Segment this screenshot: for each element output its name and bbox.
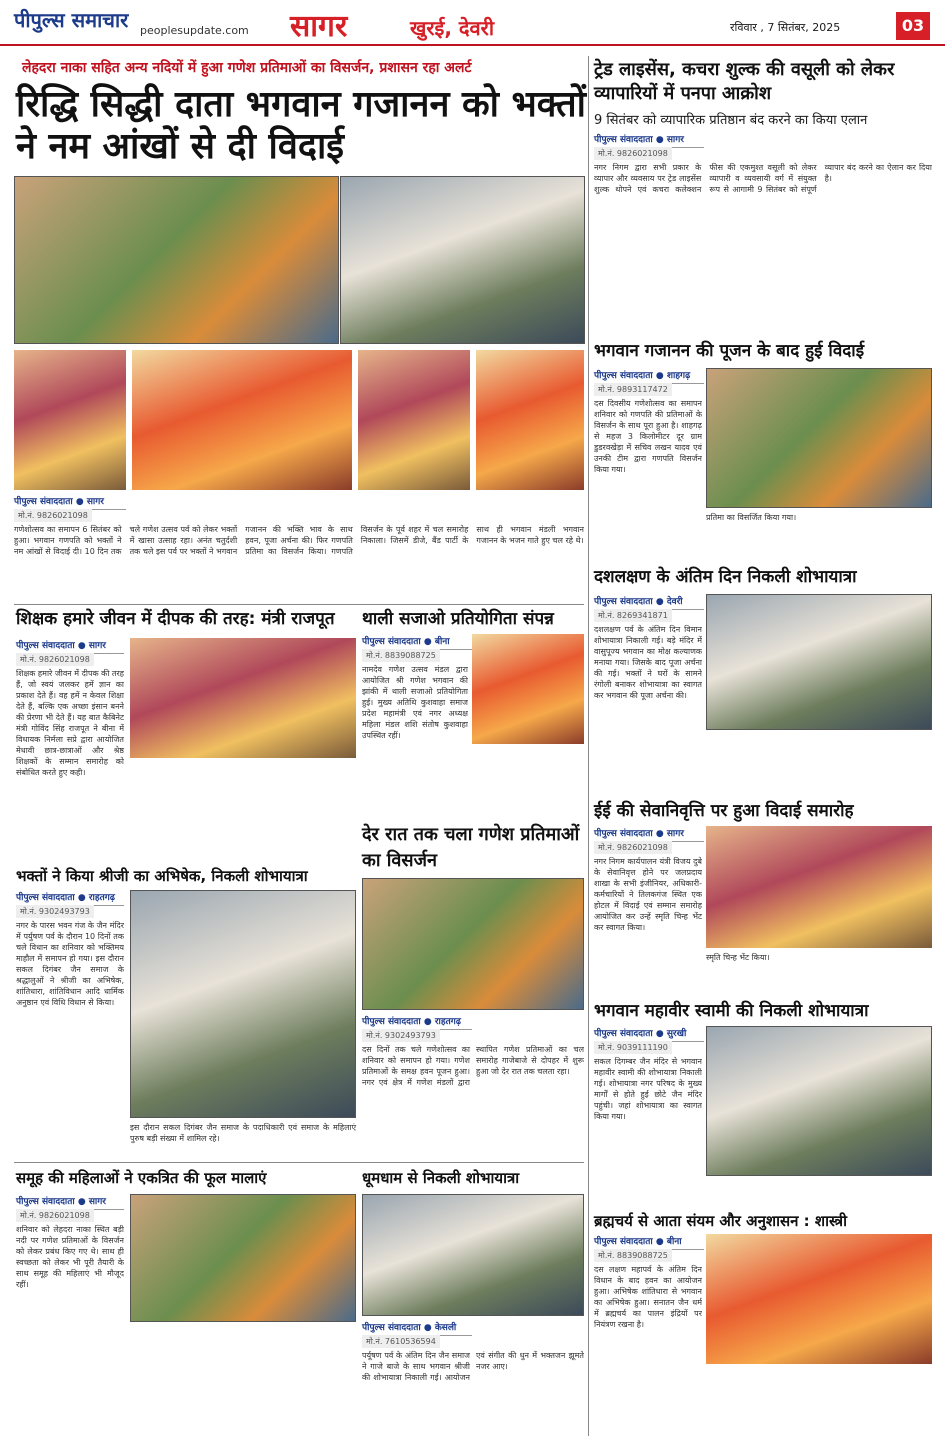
dashlakshan-text: दशलक्षण पर्व के अंतिम दिन विमान शोभायात्रा निकाली गई। बड़े मंदिर में वासुपूज्य भगवान का मोक्ष कल्याणक मनाया गया। जिसके बाद पूजा अर्चना की गई। भक्तों ने घरों के सामने रंगोली बनाकर शोभायात्रा का स्वागत कर भगवान की पूजा अर्चना की। [594,625,702,700]
dashlakshan-headline: दशलक्षण के अंतिम दिन निकली शोभायात्रा [594,567,857,587]
photo-woman-idol [476,350,584,490]
photo-idols [14,350,126,490]
brahm-headline: ब्रह्मचर्य से आता संयम और अनुशासन : शास्त्री [594,1212,847,1230]
bhakton-mobile: मो.नं. 9302493793 [16,905,94,918]
samooh-byline: पीपुल्स संवाददाता ● सागर [16,1194,124,1210]
dhoom-text: पर्यूषण पर्व के अंतिम दिन जैन समाज ने गाजे बाजे के साथ भगवान श्रीजी की शोभायात्रा निकाली गई। आयोजन एवं संगीत की धुन में भक्तजन झूमते नजर आए। [362,1351,584,1382]
trade-text: नगर निगम द्वारा सभी प्रकार के व्यापार और व्यवसाय पर ट्रेड लाइसेंस शुल्क थोपने एवं कचरा कलेक्शन फीस की एकमुश्त वसूली को लेकर व्यापारी व व्यवसायी वर्ग में संयुक्त रूप से आगामी 9 सितंबर को संपूर्ण व्यापार बंद करने का ऐलान कर दिया है। [594,163,932,194]
lead-headline: रिद्धि सिद्धी दाता भगवान गजानन को भक्तों ने नम आंखों से दी विदाई [16,84,586,167]
ee-photo [706,826,932,948]
bhakton-photo [130,890,356,1118]
shikshak-byline: पीपुल्स संवाददाता ● सागर [16,638,124,654]
dhoom-mobile: मो.नं. 7610536594 [362,1335,440,1348]
ee-byline: पीपुल्स संवाददाता ● सागर [594,826,704,842]
dhoom-headline: धूमधाम से निकली शोभायात्रा [362,1169,520,1187]
section-rule-2 [14,1162,584,1163]
lead-text: गणेशोत्सव का समापन 6 सितंबर को हुआ। भगवान गणपति को भक्तों ने नम आंखों से विदाई दी। 10 दिन तक चले गणेश उत्सव पर्व को लेकर भक्तों में खासा उत्साह रहा। अनंत चतुर्दशी तक चले इस पर्व पर भक्तों ने भगवान गजानन की भक्ति भाव के साथ हवन, पूजा अर्चना की। फिर गणपति प्रतिमा का विसर्जन किया। गणपति विसर्जन के पूर्व शहर में चल समारोह निकाला। जिसमें डीजे, बैंड पार्टी के साथ ही भगवान मंडली भगवान गजानन के भजन गाते हुए चल रहे थे। [14,525,584,556]
ee-caption: स्मृति चिन्ह भेंट किया। [706,953,770,962]
ee-text: नगर निगम कार्यपालन यंत्री विजय दुबे के सेवानिवृत्त होने पर जलप्रदाय शाखा के सभी इंजीनियर, अधिकारी-कर्मचारियों ने तिलकगंज स्थित एक होटल में विदाई एवं सम्मान समारोह आयोजित कर उन्हें स्मृति चिन्ह भेंट कर स्वागत किया। [594,857,702,932]
samooh-text: शनिवार को लेहदरा नाका स्थित बड़ी नदी पर गणेश प्रतिमाओं के विसर्जन को लेकर प्रबंध किए गए थे। साथ ही स्वच्छता को लेकर भी पूरी तैयारी के साथ समूह की महिलाएं भी मौजूद रहीं। [16,1225,124,1289]
samooh-photo [130,1194,356,1322]
thali-headline: थाली सजाओ प्रतियोगिता संपन्न [362,609,554,629]
dashlakshan-byline: पीपुल्स संवाददाता ● देवरी [594,594,704,610]
dashlakshan-photo [706,594,932,730]
brahm-byline: पीपुल्स संवाददाता ● बीना [594,1234,704,1250]
section-rule [14,604,584,605]
mahavir-headline: भगवान महावीर स्वामी की निकली शोभायात्रा [594,1001,869,1021]
lead-byline: पीपुल्स संवाददाता ● सागर [14,494,126,510]
samooh-headline: समूह की महिलाओं ने एकत्रित की फूल मालाएं [16,1169,267,1187]
column-rule [588,56,589,1436]
trade-mobile: मो.नं. 9826021098 [594,147,672,160]
trade-headline: ट्रेड लाइसेंस, कचरा शुल्क की वसूली को लेकर व्यापारियों में पनपा आक्रोश [594,59,895,104]
der-text: दस दिनों तक चले गणेशोत्सव का शनिवार को समापन हो गया। गणेश प्रतिमाओं के समक्ष हवन पूजन हुआ। नगर एवं क्षेत्र में गणेश मंडलों द्वारा स्थापित गणेश प्रतिमाओं का चल समारोह गाजेबाजे से दोपहर में शुरू हुआ जो देर रात तक चलता रहा। [362,1045,584,1087]
der-byline: पीपुल्स संवाददाता ● राहतगढ़ [362,1014,472,1030]
bhakton-caption: इस दौरान सकल दिगंबर जैन समाज के पदाधिकारी एवं समाज के महिलाएं पुरुष बड़ी संख्या में शामिल रहे। [130,1123,356,1143]
bhagwan-caption: प्रतिमा का विसर्जित किया गया। [706,513,797,522]
thali-mobile: मो.नं. 8839088725 [362,649,440,662]
der-photo [362,878,584,1010]
bhagwan-headline: भगवान गजानन की पूजन के बाद हुई विदाई [594,341,865,361]
city-name: सागर [290,9,348,44]
lead-kicker: लेहदरा नाका सहित अन्य नदियों में हुआ गणेश प्रतिमाओं का विसर्जन, प्रशासन रहा अलर्ट [22,60,472,76]
lead-photo-river [340,176,585,344]
shikshak-text: शिक्षक हमारे जीवन में दीपक की तरह हैं, जो स्वयं जलकर हमें ज्ञान का प्रकाश देते हैं। वह हमें न केवल शिक्षा देते हैं, बल्कि एक अच्छा इंसान बनने की प्रेरणा भी देते हैं। यह बात कैबिनेट मंत्री गोविंद सिंह राजपूत ने बीना में विधायक निर्मला सप्रे द्वारा आयोजित मेधावी छात्र-छात्राओं और श्रेष्ठ शिक्षकों के सम्मान समारोह को संबोधित करते हुए कही। [16,669,124,777]
brahm-text: दस लक्षण महापर्व के अंतिम दिन विधान के बाद हवन का आयोजन हुआ। अभिषेक शांतिधारा से भगवान का अभिषेक हुआ। सनातन जैन धर्म में ब्रह्मचर्य का पालन इंद्रियों पर नियंत्रण रखना है। [594,1265,702,1329]
sub-cities: खुरई, देवरी [410,16,495,40]
brahm-mobile: मो.नं. 8839088725 [594,1249,672,1262]
shikshak-headline: शिक्षक हमारे जीवन में दीपक की तरह: मंत्री राजपूत [16,609,335,629]
lead-mobile: मो.नं. 9826021098 [14,509,92,522]
site-url[interactable]: peoplesupdate.com [140,24,249,37]
thali-photo [472,634,584,744]
bhagwan-mobile: मो.नं. 9893117472 [594,383,672,396]
thali-text: नामदेव गणेश उत्सव मंडल द्वारा आयोजित श्री गणेश भगवान की झांकी में थाली सजाओ प्रतियोगिता हुई। मुख्य अतिथि कुशवाहा समाज प्रदेश महामंत्री एवं नगर अध्यक्ष महिला मंडल शशि संतोष कुशवाहा उपस्थित रहीं। [362,665,468,740]
bhakton-text: नगर के पारस भवन गंज के जैन मंदिर में पर्युषण पर्व के दौरान 10 दिनों तक चले विधान का शनिवार को भक्तिमय माहौल में समापन हो गया। इस दौरान सकल दिगंबर जैन समाज के श्रद्धालुओं ने श्रीजी का अभिषेक, शांतिधारा, शांतिविधान आदि धार्मिक अनुष्ठान एवं विधि विधान से किया। [16,921,124,1007]
brahm-photo [706,1234,932,1364]
thali-byline: पीपुल्स संवाददाता ● बीना [362,634,472,650]
der-headline: देर रात तक चला गणेश प्रतिमाओं का विसर्जन [362,824,580,871]
mahavir-text: सकल दिगम्बर जैन मंदिर से भगवान महावीर स्वामी की शोभायात्रा निकाली गई। शोभायात्रा नगर परिषद के मुख्य मार्गों से होते हुई छोटे जैन मंदिर पहुंची। जहां शोभायात्रा का स्वागत किया गया। [594,1057,702,1121]
shikshak-photo [130,638,356,758]
trade-byline: पीपुल्स संवाददाता ● सागर [594,132,704,148]
mahavir-photo [706,1026,932,1176]
bhagwan-text: दस दिवसीय गणेशोत्सव का समापन शनिवार को गणपति की प्रतिमाओं के विसर्जन के साथ पूरा हुआ है। शाहगढ़ से महज 3 किलोमीटर दूर ग्राम डुडरवखेड़ा में सचिव लखन यादव एवं उनकी टीम द्वारा गणपति विसर्जन किया गया। [594,399,702,474]
ee-mobile: मो.नं. 9826021098 [594,841,672,854]
issue-date: रविवार , 7 सितंबर, 2025 [730,21,841,34]
der-mobile: मो.नं. 9302493793 [362,1029,440,1042]
dhoom-byline: पीपुल्स संवाददाता ● केसली [362,1320,472,1336]
mahavir-byline: पीपुल्स संवाददाता ● सुरखी [594,1026,704,1042]
page-number: 03 [896,12,930,40]
brand-logo: पीपुल्स समाचार [14,8,129,32]
shikshak-mobile: मो.नं. 9826021098 [16,653,94,666]
dhoom-photo [362,1194,584,1316]
photo-girl-idol [358,350,470,490]
samooh-mobile: मो.नं. 9826021098 [16,1209,94,1222]
trade-subhead: 9 सितंबर को व्यापारिक प्रतिष्ठान बंद करने का किया एलान [594,113,868,128]
dashlakshan-mobile: मो.नं. 8269341871 [594,609,672,622]
bhagwan-byline: पीपुल्स संवाददाता ● शाहगढ़ [594,368,704,384]
bhakton-byline: पीपुल्स संवाददाता ● राहतगढ़ [16,890,124,906]
ee-headline: ईई की सेवानिवृत्ति पर हुआ विदाई समारोह [594,801,854,821]
bhakton-headline: भक्तों ने किया श्रीजी का अभिषेक, निकली शोभायात्रा [16,867,308,885]
bhagwan-photo [706,368,932,508]
mahavir-mobile: मो.नं. 9039111190 [594,1041,672,1054]
lead-photo-crowd [14,176,339,344]
photo-women-idols [132,350,352,490]
